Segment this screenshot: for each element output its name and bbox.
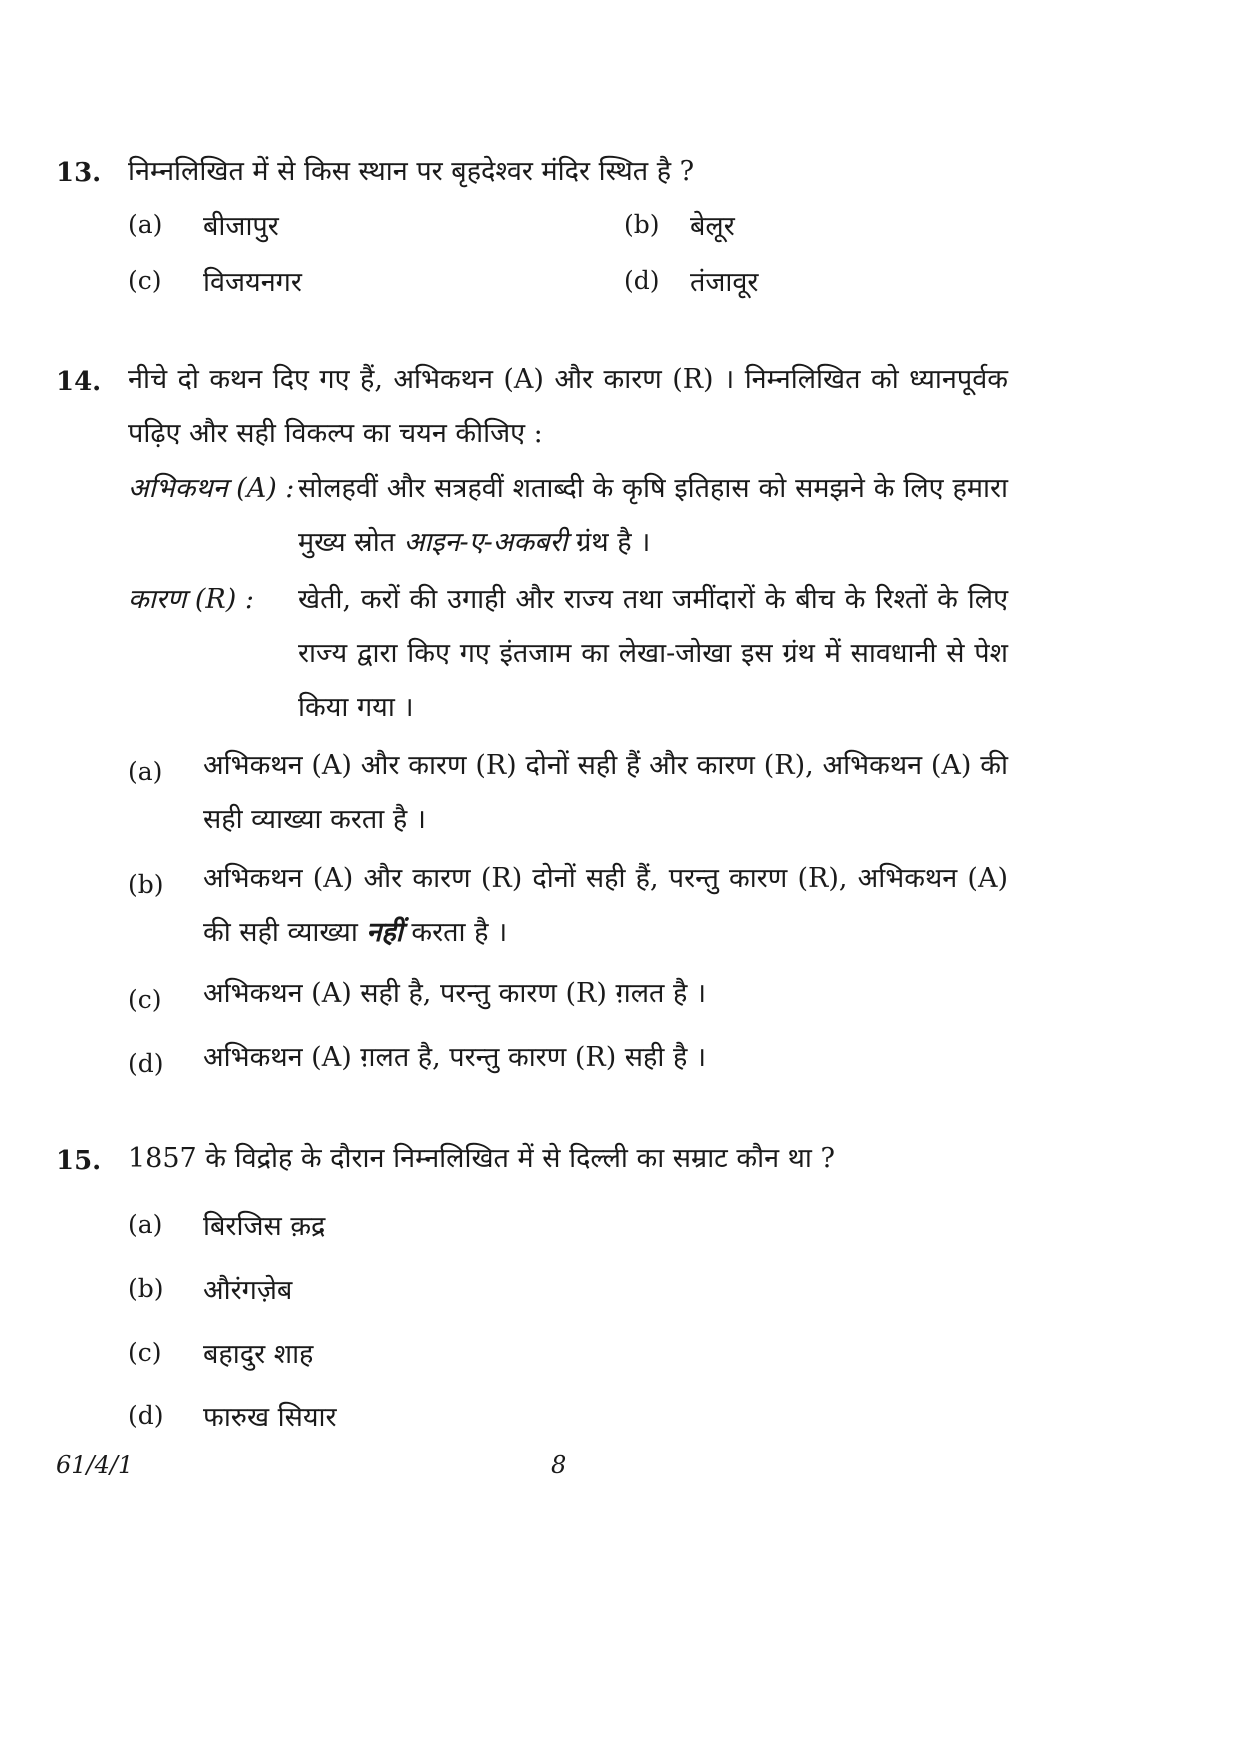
reason-label: कारण (R) : bbox=[128, 584, 254, 615]
paper-code: 61/4/1 bbox=[56, 1451, 134, 1479]
q13-number: 13. bbox=[56, 158, 102, 188]
q14-option-d: अभिकथन (A) ग़लत है, परन्तु कारण (R) सही है । bbox=[203, 1042, 707, 1073]
q13-option-a: बीजापुर bbox=[203, 211, 279, 242]
q14-option-a-label: (a) bbox=[128, 757, 163, 786]
q13-option-d-label: (d) bbox=[624, 266, 660, 295]
assertion-text-part1: सोलहवीं और सत्रहवीं शताब्दी के कृषि इतिहास को समझने के लिए हमारा मुख्य स्रोत bbox=[298, 473, 1008, 558]
reason-text: खेती, करों की उगाही और राज्य तथा जमींदारों के बीच के रिश्तों के लिए राज्य द्वारा किए गए इंतजाम का लेखा-जोखा इस ग्रंथ में सावधानी से पेश किया गया । bbox=[298, 584, 1008, 723]
q15-option-d-label: (d) bbox=[128, 1401, 164, 1430]
q15-option-d: फारुख सियार bbox=[203, 1402, 337, 1433]
q13-option-b-label: (b) bbox=[624, 210, 660, 239]
q15-option-c: बहादुर शाह bbox=[203, 1339, 314, 1370]
assertion-book-title: आइन-ए-अकबरी bbox=[403, 527, 568, 558]
q14-option-b bbox=[203, 852, 1008, 960]
q14-text: नीचे दो कथन दिए गए हैं, अभिकथन (A) और कारण (R) । निम्नलिखित को ध्यानपूर्वक पढ़िए और सही विकल्प का चयन कीजिए : bbox=[128, 364, 1008, 449]
q13-option-a-label: (a) bbox=[128, 210, 163, 239]
q14-option-c: अभिकथन (A) सही है, परन्तु कारण (R) ग़लत है । bbox=[203, 978, 707, 1009]
assertion-label: अभिकथन (A) : bbox=[128, 473, 295, 504]
q13-option-d: तंजावूर bbox=[690, 267, 759, 298]
q15-option-b-label: (b) bbox=[128, 1274, 164, 1303]
q14-option-b-emphasis: नहीं bbox=[366, 917, 403, 948]
q15-option-c-label: (c) bbox=[128, 1338, 162, 1367]
q14-number: 14. bbox=[56, 367, 102, 397]
q15-option-a: बिरजिस क़द्र bbox=[203, 1211, 326, 1242]
page-number: 8 bbox=[551, 1451, 567, 1479]
q13-option-c-label: (c) bbox=[128, 266, 162, 295]
q15-text: 1857 के विद्रोह के दौरान निम्नलिखित में से दिल्ली का सम्राट कौन था ? bbox=[128, 1143, 835, 1174]
q14-option-d-label: (d) bbox=[128, 1049, 164, 1078]
q14-option-a: अभिकथन (A) और कारण (R) दोनों सही हैं और कारण (R), अभिकथन (A) की सही व्याख्या करता है । bbox=[203, 750, 1008, 835]
q14-option-c-label: (c) bbox=[128, 985, 162, 1014]
q13-text: निम्नलिखित में से किस स्थान पर बृहदेश्वर मंदिर स्थित है ? bbox=[128, 156, 695, 187]
q15-number: 15. bbox=[56, 1146, 102, 1176]
assertion-text bbox=[298, 462, 1008, 570]
q15-option-b: औरंगज़ेब bbox=[203, 1275, 293, 1306]
q14-option-b-part2: करता है । bbox=[411, 917, 508, 948]
assertion-text-part2: ग्रंथ है । bbox=[576, 527, 651, 558]
q13-option-b: बेलूर bbox=[690, 211, 735, 242]
q14-option-b-label: (b) bbox=[128, 870, 164, 899]
q13-option-c: विजयनगर bbox=[203, 267, 302, 298]
q15-option-a-label: (a) bbox=[128, 1210, 163, 1239]
q14-option-b-part1: अभिकथन (A) और कारण (R) दोनों सही हैं, परन्तु कारण (R), अभिकथन (A) की सही व्याख्या bbox=[203, 863, 1008, 948]
